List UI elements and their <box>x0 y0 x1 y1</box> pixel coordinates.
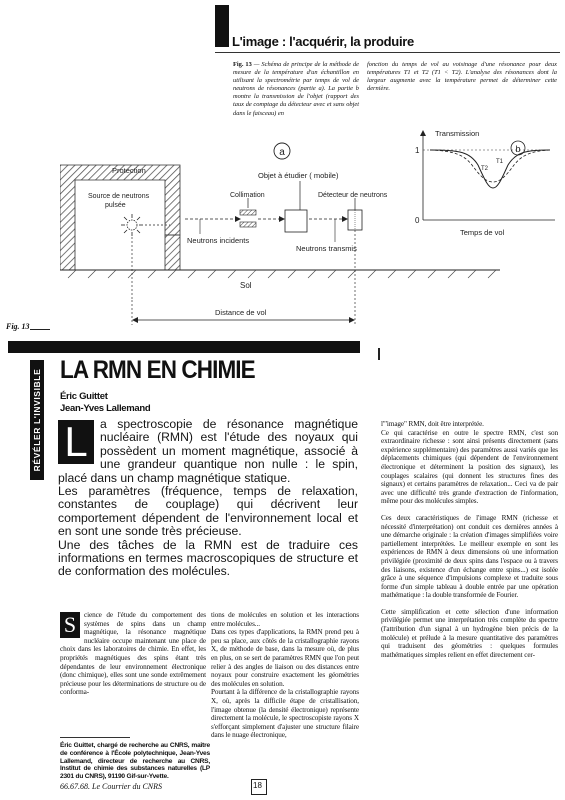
column-2-paragraph-1: tions de molécules en solution et les interactions entre molécules... <box>211 611 359 628</box>
section-rule <box>215 52 560 53</box>
figure-caption-left <box>233 61 359 118</box>
section-side-label-text: RÉVÉLER L'INVISIBLE <box>32 368 42 472</box>
transmission-plot <box>415 130 555 237</box>
sample-object-box <box>285 210 307 232</box>
body-column-3 <box>381 420 558 667</box>
section-side-label <box>30 360 44 480</box>
article-intro <box>58 418 358 579</box>
incident-neutrons-label: Neutrons incidents <box>187 236 250 245</box>
figure-caption-left-text: — Schéma de principe de la méthode de mesure de la température d'un échantillon en utilisant la spectrométrie par temps de vol de neutrons de résonances (partie a). La partie b montre la transmission de l'objet (rapport des taux de comptage du détecteur avec et sans objet dans le faisceau) en <box>233 61 359 117</box>
tof-axis-label: Temps de vol <box>460 228 505 237</box>
pulsed-label: pulsée <box>105 202 126 209</box>
intro-paragraph-2: Les paramètres (fréquence, temps de relaxation, constantes de couplage) qui décrivent leur comportement dépendent de l'environnement local et en sont une sonde très précieuse. <box>58 484 358 539</box>
t2-label: T2 <box>481 166 489 172</box>
neutron-tof-diagram <box>60 130 560 340</box>
panel-b-label: b <box>515 144 521 154</box>
detector-label: Détecteur de neutrons <box>318 192 388 199</box>
author-1: Éric Guittet <box>60 391 108 402</box>
article-top-bar <box>8 341 360 353</box>
protection-shield-side <box>165 235 180 270</box>
ground-hatching <box>68 270 496 278</box>
ground-label: Sol <box>240 281 252 290</box>
column-2-paragraph-2: Dans ces types d'applications, la RMN prend peu à peu sa place, aux côtés de la cristallographie rayons X, de méthode de base, dans la mesure où, de plus en plus, on se sert de paramètres RMN que l'on peut relier à des angles de liaison ou des distances entre noyaux pour construire exactement les géométries des molécules en solution. <box>211 628 359 688</box>
column-2-paragraph-3: Pourtant à la différence de la cristallographie rayons X, où, après la difficile étape de cristallisation, l'image obtenue (la densité électronique) représente directement la molécule, le spectroscopiste rayons X s'efforçant simplement d'ajuster une structure filaire dans le nuage électronique, <box>211 688 359 740</box>
author-bio: Éric Guittet, chargé de recherche au CNRS, maître de conférence à l'École polytechnique, Jean-Yves Lallemand, directeur de recherche au CNRS, Institut de chimie des substances naturelles (LP 2301 du CNRS), 91190 Gif-sur-Yvette. <box>60 742 210 781</box>
column-3-paragraph-3: Cette simplification et cette sélection d'une information privilégiée permet une interprétation très complète du spectre (l'attribution d'un signal à un hydrogène bien précis de la molécule) et prélude à la mesure quantitative des paramètres qui traduisent des géométries : quelques formules mathématiques simples relient en effet directement cer- <box>381 607 558 659</box>
body-column-1 <box>60 611 206 697</box>
body-column-2 <box>211 611 359 740</box>
corner-mark <box>378 348 380 360</box>
intro-dropcap: L <box>58 420 94 464</box>
protection-shield-top <box>60 165 180 270</box>
figure-caption-right: fonction du temps de vol au voisinage d'une résonance pour deux températures T1 et T2 (T1 < T2). L'analyse des résonances dont la largeur augmente avec la température permet de déterminer cette dernière. <box>367 61 557 93</box>
column-1-text: cience de l'étude du comportement des systèmes de spins dans un champ magnétique, la résonance magnétique nucléaire occupe maintenant une place de choix dans les laboratoires de chimie. En effet, les propriétés magnétiques des spins étant très dépendantes de leur environnement électronique (donc chimique), elles sont une sonde extrêmement précieuse pour les déterminations de structure ou de conforma- <box>60 611 206 697</box>
panel-a-label: a <box>279 147 285 158</box>
figure-caption-label: Fig. 13 <box>233 61 252 68</box>
section-title: L'image : l'acquérir, la produire <box>232 34 414 49</box>
curve-t2 <box>430 150 550 182</box>
footer-publication: 66.67.68. Le Courrier du CNRS <box>60 782 163 791</box>
collimator-upper <box>240 210 256 215</box>
collimation-label: Collimation <box>230 192 265 199</box>
article-title: LA RMN EN CHIMIE <box>60 356 255 384</box>
figure-tag-line <box>30 329 50 330</box>
column-3-paragraph-2: Ces deux caractéristiques de l'image RMN (richesse et nécessité d'interprétation) ont conduit ces dernières années à une démarche originale : la création d'images simplifiées voire partiellement interprétées. Le meilleur exemple en sont les expériences de RMN à deux dimensions où une information privilégiée (proximité de deux spins dans l'espace ou à travers des liaisons, existence d'un échange entre spins...) est isolée grâce à une séquence d'impulsions complexe et traduite sous forme d'un simple tableau à double entrée par une opération mathématique : la double transformée de Fourier. <box>381 513 558 600</box>
zero-tick: 0 <box>415 216 420 225</box>
section-marker-bar <box>215 5 229 47</box>
intro-paragraph-3: Une des tâches de la RMN est de traduire ces informations en termes macroscopiques de structure et de conformation des molécules. <box>58 537 358 579</box>
transmitted-neutrons-label: Neutrons transmis <box>296 244 357 253</box>
distance-label: Distance de vol <box>215 308 267 317</box>
intro-paragraph-1: a spectroscopie de résonance magnétique nucléaire (RMN) est l'étude des noyaux qui possèdent un moment magnétique, associé à une grandeur quantique non nulle : le spin, placé dans un champ magnétique statique. <box>58 417 358 485</box>
page-number: 18 <box>253 781 262 790</box>
object-label: Objet à étudier ( mobile) <box>258 171 339 180</box>
protection-label: Protection <box>112 166 146 175</box>
transmission-axis-label: Transmission <box>435 130 480 138</box>
collimator-lower <box>240 222 256 227</box>
author-2: Jean-Yves Lallemand <box>60 403 151 414</box>
curve-t1 <box>430 150 550 188</box>
column-3-paragraph-1: l'"image" RMN, doit être interprétée. Ce qui caractérise en outre le spectre RMN, c'est son extraordinaire richesse : sont ainsi présents directement (sans expérience supplémentaire) des paramètres aussi variés que les déplacements chimiques (qui dépendent de l'environnement électronique et déterminent la position des signaux), les couplages scalaires (qui donnent les structures fines des signaux) et certains paramètres de relaxation... Ceci va de pair avec une difficulté très grande d'extraction de l'information, même pour des molécules simples. <box>381 420 558 506</box>
source-label: Source de neutrons <box>88 193 150 200</box>
column-dropcap: S <box>60 612 80 638</box>
t1-label: T1 <box>496 159 504 165</box>
one-tick: 1 <box>415 146 420 155</box>
neutron-source-icon <box>121 214 143 236</box>
bio-rule <box>60 737 130 738</box>
figure-tag: Fig. 13 <box>6 322 30 331</box>
